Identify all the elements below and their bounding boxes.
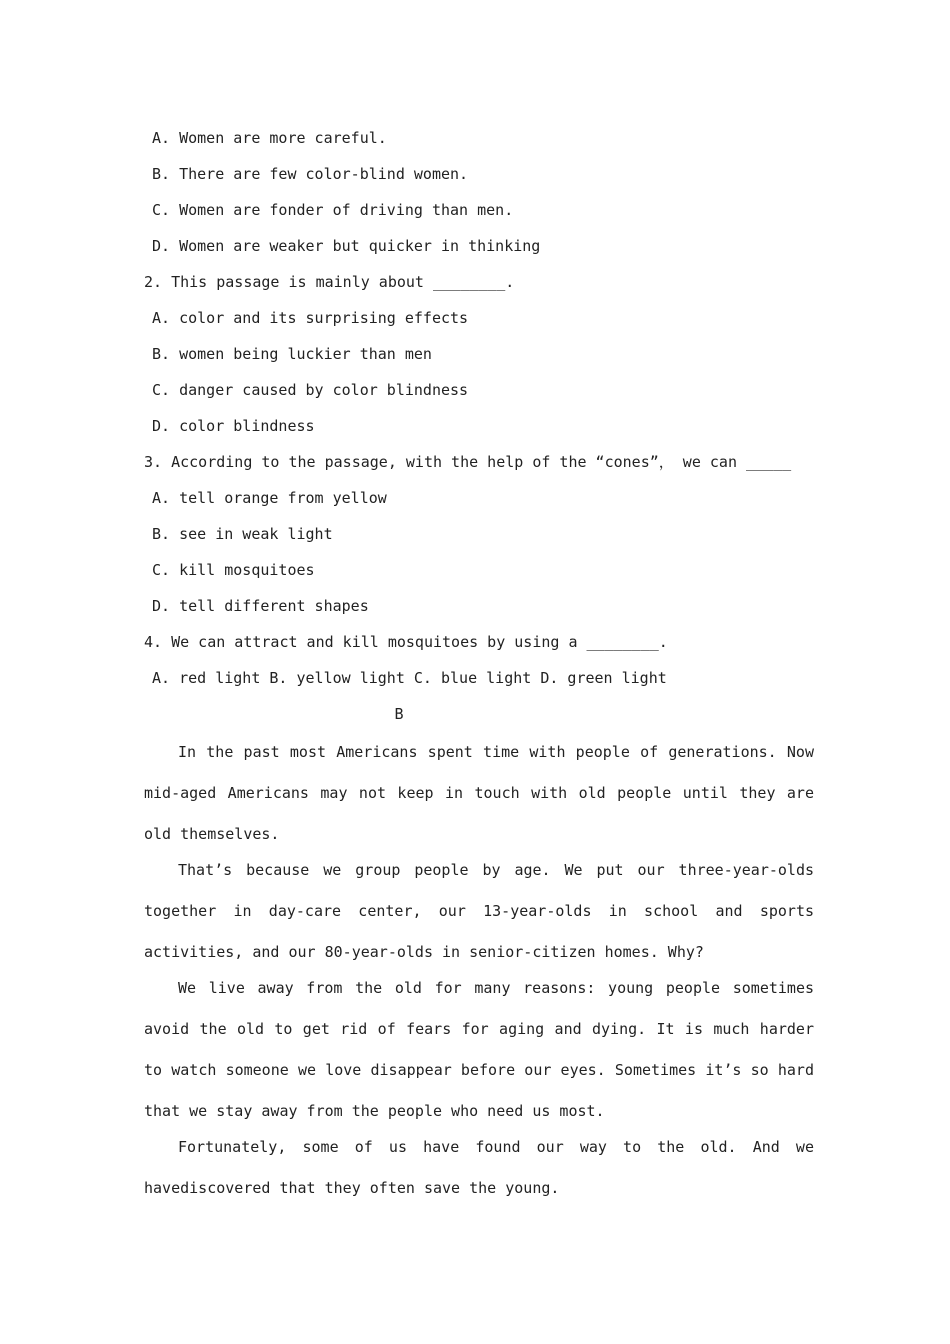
document-page	[144, 120, 814, 1204]
q3-option-d: D. tell different shapes	[152, 597, 369, 615]
q2-option-c: C. danger caused by color blindness	[152, 381, 469, 399]
question-2	[144, 264, 814, 444]
question-4	[144, 624, 814, 696]
question-3	[144, 444, 814, 624]
passage-b	[144, 732, 814, 1209]
section-heading-b: B	[394, 705, 404, 723]
q3-option-b: B. see in weak light	[152, 525, 333, 543]
q1-option-d: D. Women are weaker but quicker in thinking	[152, 237, 541, 255]
question-1-options	[144, 120, 814, 264]
q3-stem: 3. According to the passage, with the help of the “cones”， we can _____	[144, 453, 792, 471]
q2-stem: 2. This passage is mainly about ________.	[144, 273, 515, 291]
passage-paragraph-3: We live away from the old for many reasons: young people sometimes avoid the old to get rid of fears for aging and dying. It is much harder to watch someone we love disappear before our eyes. Sometimes it’s so hard that we stay away from the people who need us most.	[144, 979, 814, 1120]
q1-option-b: B. There are few color-blind women.	[152, 165, 469, 183]
q2-option-a: A. color and its surprising effects	[152, 309, 469, 327]
q2-option-b: B. women being luckier than men	[152, 345, 432, 363]
passage-paragraph-2: That’s because we group people by age. We put our three-year-olds together in day-care center, our 13-year-olds in school and sports activities, and our 80-year-olds in senior-citizen homes. Why?	[144, 861, 814, 961]
q3-option-c: C. kill mosquitoes	[152, 561, 315, 579]
passage-paragraph-4: Fortunately, some of us have found our way to the old. And we havediscovered that they often save the young.	[144, 1138, 814, 1197]
q3-option-a: A. tell orange from yellow	[152, 489, 387, 507]
q2-option-d: D. color blindness	[152, 417, 315, 435]
passage-paragraph-1: In the past most Americans spent time with people of generations. Now mid-aged Americans may not keep in touch with old people until they are old themselves.	[144, 743, 814, 843]
q1-option-c: C. Women are fonder of driving than men.	[152, 201, 514, 219]
q4-stem: 4. We can attract and kill mosquitoes by using a ________.	[144, 633, 668, 651]
q1-option-a: A. Women are more careful.	[152, 129, 387, 147]
q4-options-line: A. red light B. yellow light C. blue light D. green light	[152, 669, 667, 687]
